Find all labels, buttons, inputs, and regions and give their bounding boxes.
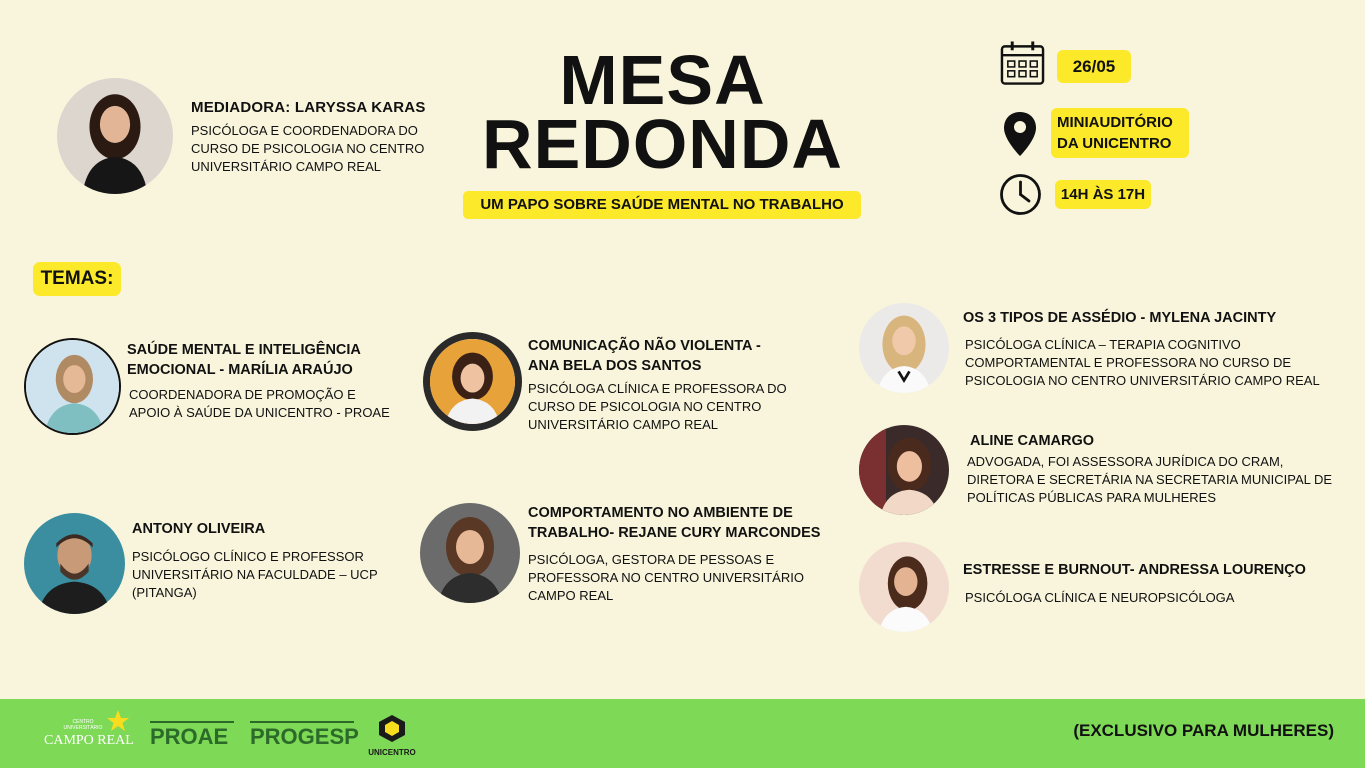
campo-real-logo-text: CAMPO REAL [44,733,134,748]
speaker-title [528,336,761,376]
speaker-desc-line: UNIVERSITÁRIO NA FACULDADE – UCP [132,567,378,582]
title-line-2: REDONDA [482,105,843,183]
speaker-title-line: EMOCIONAL - MARÍLIA ARAÚJO [127,362,353,378]
speaker-desc-line: DIRETORA E SECRETÁRIA NA SECRETARIA MUNICIPAL DE [967,472,1333,487]
speaker-photo [423,332,522,431]
speaker-description [129,386,390,422]
speaker-title [970,431,1094,451]
campo-real-logo-top: CENTRO UNIVERSITÁRIO [63,719,103,731]
speaker-desc-line: PSICÓLOGO CLÍNICO E PROFESSOR [132,549,364,564]
speaker-title-line: ALINE CAMARGO [970,433,1095,449]
footer-bar [0,699,1365,768]
mediator-description [191,122,424,176]
exclusive-note: (EXCLUSIVO PARA MULHERES) [1073,721,1334,740]
speaker-desc-line: CURSO DE PSICOLOGIA NO CENTRO [528,399,762,414]
mediator-desc-line: PSICÓLOGA E COORDENADORA DO [191,123,418,138]
speaker-title-line: COMUNICAÇÃO NÃO VIOLENTA - [528,338,761,354]
date-badge: 26/05 [1057,50,1131,83]
speaker-photo [24,513,125,614]
location-line-1: MINIAUDITÓRIO [1057,114,1173,131]
speaker-title-line: ESTRESSE E BURNOUT- ANDRESSA LOURENÇO [963,562,1306,578]
speaker-photo [859,303,949,393]
speaker-title [132,519,265,539]
speaker-desc-line: COORDENADORA DE PROMOÇÃO E [129,387,356,402]
speaker-description [965,336,1320,390]
star-icon [106,709,130,733]
mediator-desc-line: UNIVERSITÁRIO CAMPO REAL [191,159,381,174]
speaker-photo [420,503,520,603]
unicentro-logo [367,713,417,757]
mediator-name: MEDIADORA: LARYSSA KARAS [191,99,426,116]
speaker-desc-line: PSICÓLOGA CLÍNICA – TERAPIA COGNITIVO [965,337,1241,352]
speaker-photo [859,425,949,515]
calendar-icon [1000,40,1045,86]
mediator-desc-line: CURSO DE PSICOLOGIA NO CENTRO [191,141,425,156]
speaker-title [528,503,820,543]
speaker-desc-line: CAMPO REAL [528,588,614,603]
proae-logo-text: PROAE [150,724,229,749]
speaker-title-line: ANA BELA DOS SANTOS [528,358,702,374]
location-pin-icon [1003,111,1037,157]
progesp-logo-text: PROGESP [250,724,359,749]
speaker-desc-line: COMPORTAMENTAL E PROFESSORA NO CURSO DE [965,355,1292,370]
speaker-description [132,548,378,602]
event-subtitle: UM PAPO SOBRE SAÚDE MENTAL NO TRABALHO [463,191,861,219]
speaker-title-line: ANTONY OLIVEIRA [132,521,266,537]
speaker-desc-line: PSICOLOGIA NO CENTRO UNIVERSITÁRIO CAMPO REAL [965,373,1320,388]
title-line-1: MESA [559,41,766,119]
mediator-photo-graphic [57,78,173,194]
mediator-photo [57,78,173,194]
speaker-desc-line: PSICÓLOGA CLÍNICA E PROFESSORA DO [528,381,787,396]
speaker-description [528,551,804,605]
event-title [460,41,865,183]
clock-icon [999,173,1042,216]
speaker-desc-line: PSICÓLOGA, GESTORA DE PESSOAS E [528,552,775,567]
speaker-title-line: OS 3 TIPOS DE ASSÉDIO - MYLENA JACINTY [963,310,1277,326]
speaker-desc-line: (PITANGA) [132,585,197,600]
speaker-title-line: COMPORTAMENTO NO AMBIENTE DE [528,505,793,521]
location-line-2: DA UNICENTRO [1057,135,1172,152]
speaker-description [528,380,787,434]
speaker-desc-line: PSICÓLOGA CLÍNICA E NEUROPSICÓLOGA [965,590,1235,605]
speaker-desc-line: UNIVERSITÁRIO CAMPO REAL [528,417,718,432]
time-badge: 14H ÀS 17H [1055,180,1151,209]
speaker-title [127,340,361,380]
speaker-desc-line: ADVOGADA, FOI ASSESSORA JURÍDICA DO CRAM, [967,454,1284,469]
speaker-desc-line: PROFESSORA NO CENTRO UNIVERSITÁRIO [528,570,804,585]
speaker-desc-line: APOIO À SAÚDE DA UNICENTRO - PROAE [129,405,390,420]
temas-label: TEMAS: [33,262,121,296]
campo-real-logo [44,709,134,759]
speaker-photo [859,542,949,632]
progesp-logo [250,721,359,748]
speaker-desc-line: POLÍTICAS PÚBLICAS PARA MULHERES [967,490,1216,505]
speaker-title [963,308,1276,328]
speaker-title [963,560,1306,580]
speaker-description [967,453,1332,507]
unicentro-logo-text: UNICENTRO [368,748,416,757]
speaker-title-line: TRABALHO- REJANE CURY MARCONDES [528,525,821,541]
speaker-photo [24,338,121,435]
speaker-title-line: SAÚDE MENTAL E INTELIGÊNCIA [127,342,361,358]
speaker-description [965,589,1234,607]
proae-logo [150,721,234,748]
location-badge [1051,108,1189,158]
